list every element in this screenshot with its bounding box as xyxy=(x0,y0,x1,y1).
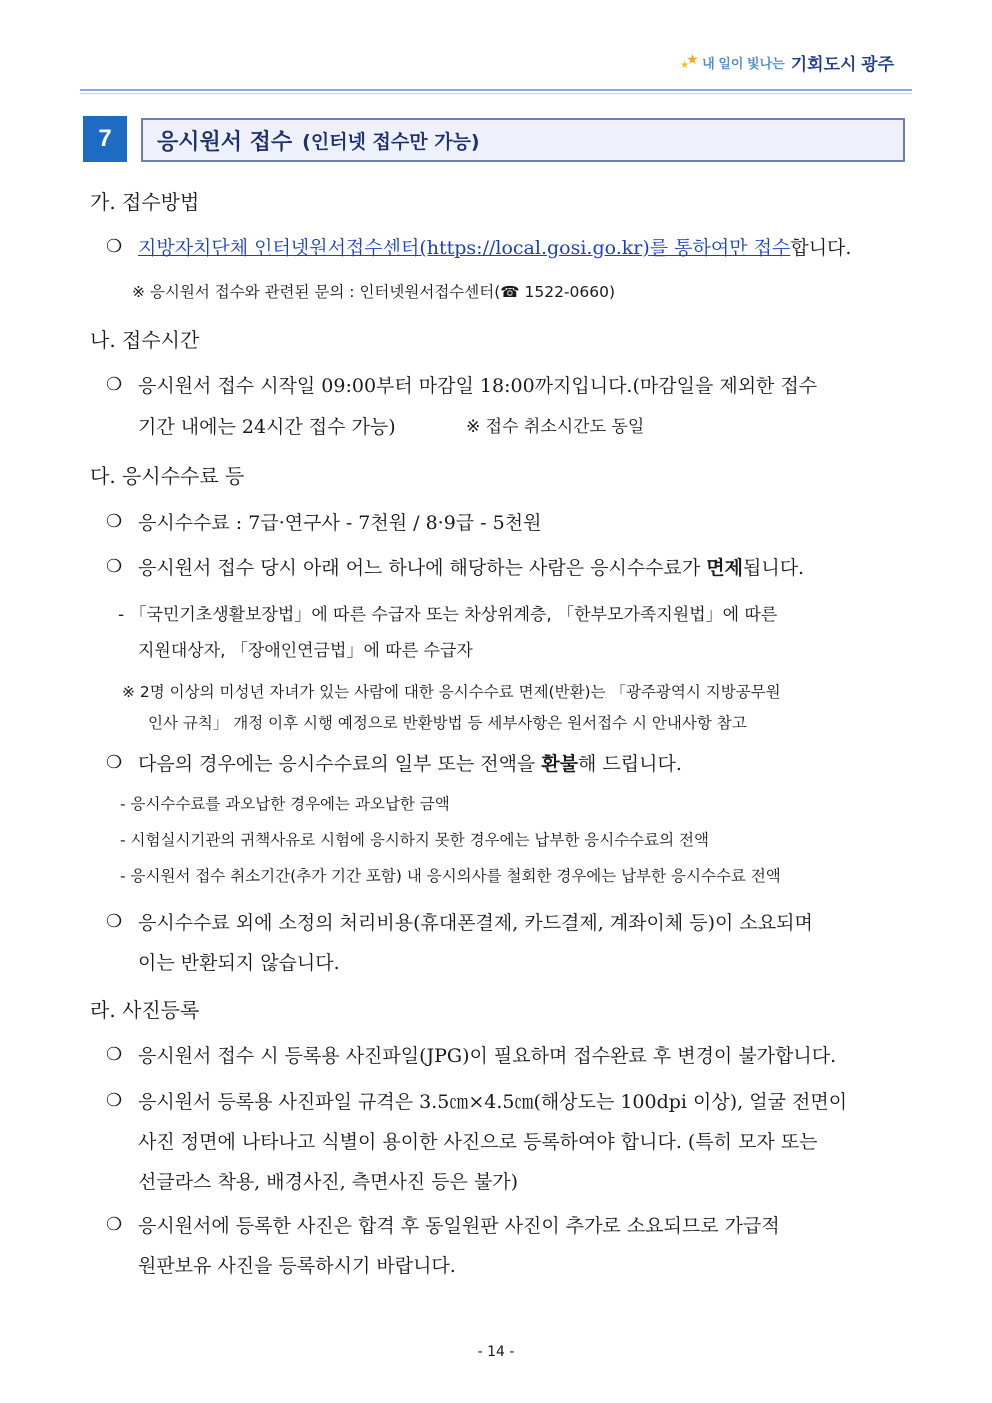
exemption-note-line1: ※ 2명 이상의 미성년 자녀가 있는 사람에 대한 응시수수료 면제(반환)는 「광주광역시 지방공무원 xyxy=(122,683,781,701)
photo-item-1: 응시원서 접수 시 등록용 사진파일(JPG)이 필요하며 접수완료 후 변경이 불가합니다. xyxy=(138,1045,837,1067)
bullet-icon: ❍ xyxy=(106,911,123,932)
bullet-icon: ❍ xyxy=(106,1090,123,1111)
section-number: 7 xyxy=(83,116,127,162)
method-item-suffix: 합니다. xyxy=(790,237,852,259)
subheading-method: 가. 접수방법 xyxy=(90,190,200,214)
photo-item-2-line1: 응시원서 등록용 사진파일 규격은 3.5㎝×4.5㎝(해상도는 100dpi 이상), 얼굴 전면이 xyxy=(138,1091,848,1113)
exemption-emphasis: 면제 xyxy=(706,557,743,579)
processing-fee-line1: 응시수수료 외에 소정의 처리비용(휴대폰결제, 카드결제, 계좌이체 등)이 소요되며 xyxy=(138,912,813,934)
exemption-target-line2: 지원대상자, 「장애인연금법」에 따른 수급자 xyxy=(138,641,473,661)
section-title: 응시원서 접수 xyxy=(157,129,293,155)
refund-emphasis: 환불 xyxy=(541,753,579,775)
application-center-link[interactable]: 지방자치단체 인터넷원서접수센터(https://local.gosi.go.kr)를 통하여만 접수 xyxy=(138,237,791,259)
bullet-icon: ❍ xyxy=(106,236,123,257)
photo-item-3-line1: 응시원서에 등록한 사진은 합격 후 동일원판 사진이 추가로 소요되므로 가급적 xyxy=(138,1215,780,1237)
fee-exemption-item: 응시원서 접수 당시 아래 어느 하나에 해당하는 사람은 응시수수료가 면제됩니다. xyxy=(138,557,805,579)
refund-case-3: - 응시원서 접수 취소기간(추가 기간 포함) 내 응시의사를 철회한 경우에는 납부한 응시수수료 전액 xyxy=(120,867,781,885)
bullet-icon: ❍ xyxy=(106,752,123,773)
logo-city-name: 기회도시 광주 xyxy=(790,55,894,74)
exemption-target-line1: - 「국민기초생활보장법」에 따른 수급자 또는 차상위계층, 「한부모가족지원법」에 따른 xyxy=(118,605,778,625)
refund-case-2: - 시험실시기관의 귀책사유로 시험에 응시하지 못한 경우에는 납부한 응시수수료의 전액 xyxy=(120,831,709,849)
processing-fee-line2: 이는 반환되지 않습니다. xyxy=(138,952,340,974)
bullet-icon: ❍ xyxy=(106,511,123,532)
logo-slogan: 내 일이 빛나는 xyxy=(702,56,785,71)
fee-amount-item: 응시수수료 : 7급·연구사 - 7천원 / 8·9급 - 5천원 xyxy=(138,512,542,534)
subheading-time: 나. 접수시간 xyxy=(90,328,200,352)
refund-item: 다음의 경우에는 응시수수료의 일부 또는 전액을 환불해 드립니다. xyxy=(138,753,682,775)
time-item-line1: 응시원서 접수 시작일 09:00부터 마감일 18:00까지입니다.(마감일을 제외한 접수 xyxy=(138,375,818,397)
time-item-note: ※ 접수 취소시간도 동일 xyxy=(466,417,645,437)
subheading-fee: 다. 응시수수료 등 xyxy=(90,464,245,488)
photo-item-2-line2: 사진 정면에 나타나고 식별이 용이한 사진으로 등록하여야 합니다. (특히 모자 또는 xyxy=(138,1131,818,1153)
section-title-note: (인터넷 접수만 가능) xyxy=(302,130,480,153)
photo-item-3-line2: 원판보유 사진을 등록하시기 바랍니다. xyxy=(138,1255,456,1277)
refund-case-1: - 응시수수료를 과오납한 경우에는 과오납한 금액 xyxy=(120,795,450,813)
time-item-line2: 기간 내에는 24시간 접수 가능) xyxy=(138,416,396,438)
bullet-icon: ❍ xyxy=(106,1044,123,1065)
photo-item-2-line3: 선글라스 착용, 배경사진, 측면사진 등은 불가) xyxy=(138,1171,519,1193)
subheading-photo: 라. 사진등록 xyxy=(90,998,200,1022)
page-number: - 14 - xyxy=(477,1344,515,1360)
inquiry-note: ※ 응시원서 접수와 관련된 문의 : 인터넷원서접수센터(☎ 1522-0660) xyxy=(132,283,616,301)
bullet-icon: ❍ xyxy=(106,556,123,577)
bullet-icon: ❍ xyxy=(106,1214,123,1235)
bullet-icon: ❍ xyxy=(106,374,123,395)
star-icon: ★ ★ xyxy=(680,50,699,71)
exemption-note-line2: 인사 규칙」 개정 이후 시행 예정으로 반환방법 등 세부사항은 원서접수 시 안내사항 참고 xyxy=(148,714,747,732)
method-item xyxy=(138,233,851,260)
